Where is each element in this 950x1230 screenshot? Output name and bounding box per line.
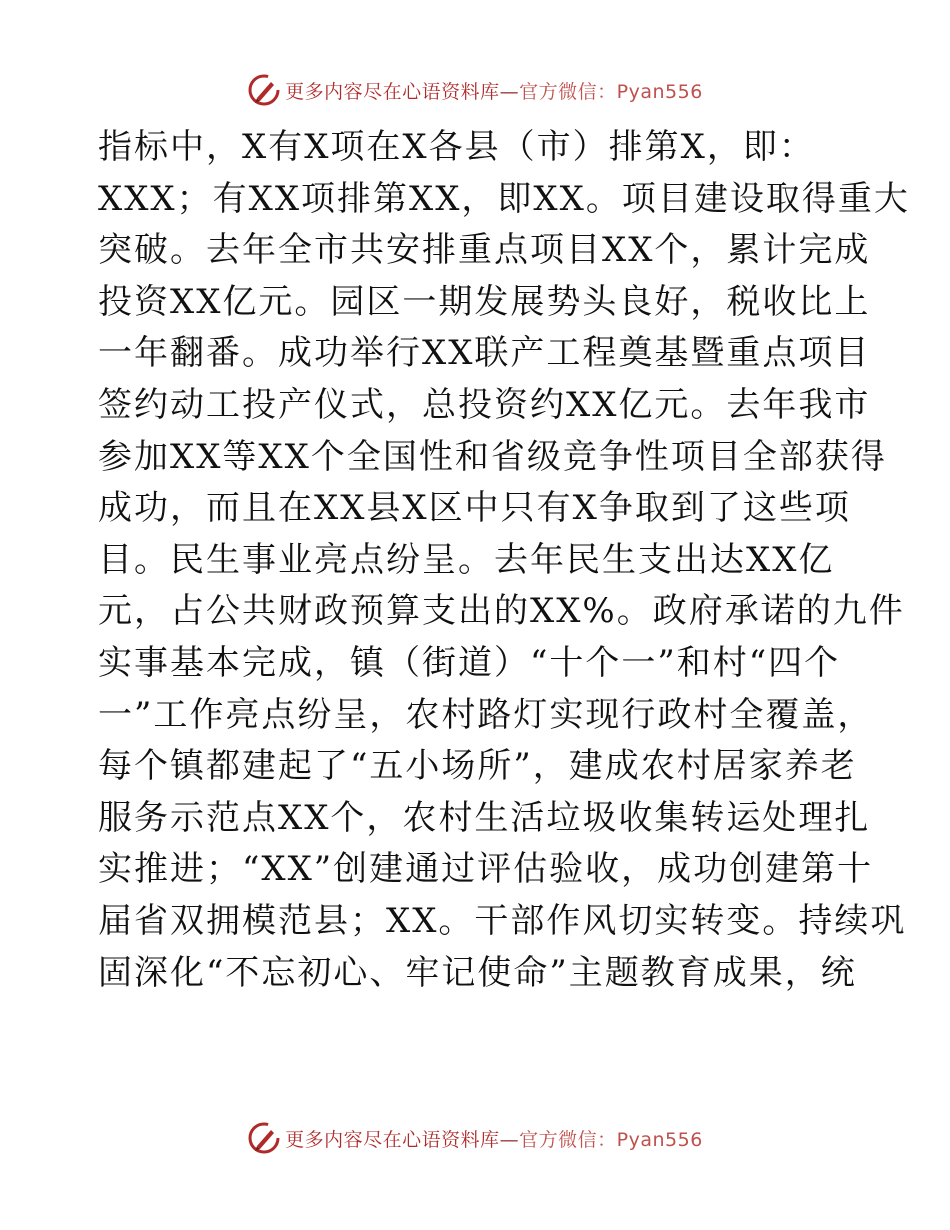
body-line: 一”工作亮点纷呈，农村路灯实现行政村全覆盖， <box>98 694 874 735</box>
body-line: 固深化“不忘初心、牢记使命”主题教育成果，统 <box>98 952 857 993</box>
footer-watermark-banner <box>0 1118 950 1158</box>
header-banner-separator: — <box>499 80 520 103</box>
footer-banner-main-text: 更多内容尽在心语资料库 <box>285 1128 500 1151</box>
body-line: 参加XX等XX个全国性和省级竞争性项目全部获得 <box>98 436 887 477</box>
footer-banner-separator: — <box>499 1128 520 1151</box>
pen-logo-icon <box>247 1121 281 1155</box>
body-line: 投资XX亿元。园区一期发展势头良好，税收比上 <box>98 281 871 322</box>
footer-banner-contact: 官方微信：Pyan556 <box>519 1128 703 1151</box>
body-line: 目。民生事业亮点纷呈。去年民生支出达XX亿 <box>98 539 835 580</box>
body-line: 实推进；“XX”创建通过评估验收，成功创建第十 <box>98 849 874 890</box>
body-line: 服务示范点XX个，农村生活垃圾收集转运处理扎 <box>98 797 871 838</box>
body-line: 届省双拥模范县；XX。干部作风切实转变。持续巩 <box>98 900 907 941</box>
body-line: 一年翻番。成功举行XX联产工程奠基暨重点项目 <box>98 333 871 374</box>
body-line: 突破。去年全市共安排重点项目XX个，累计完成 <box>98 230 871 271</box>
body-line: XXX；有XX项排第XX，即XX。项目建设取得重大 <box>98 178 910 219</box>
footer-banner-text <box>285 1125 703 1152</box>
body-line: 每个镇都建起了“五小场所”，建成农村居家养老 <box>98 746 857 787</box>
body-line: 元，占公共财政预算支出的XX%。政府承诺的九件 <box>98 591 905 632</box>
body-line: 成功，而且在XX县X区中只有X争取到了这些项 <box>98 488 851 529</box>
header-watermark-banner <box>0 70 950 110</box>
body-line: 签约动工投产仪式，总投资约XX亿元。去年我市 <box>98 384 871 425</box>
body-line: 实事基本完成，镇（街道）“十个一”和村“四个 <box>98 642 841 683</box>
document-body <box>98 122 910 999</box>
pen-logo-icon <box>247 73 281 107</box>
header-banner-contact: 官方微信：Pyan556 <box>519 80 703 103</box>
header-banner-text <box>285 77 703 104</box>
header-banner-main-text: 更多内容尽在心语资料库 <box>285 80 500 103</box>
body-line: 指标中，X有X项在X各县（市）排第X，即： <box>98 127 815 167</box>
